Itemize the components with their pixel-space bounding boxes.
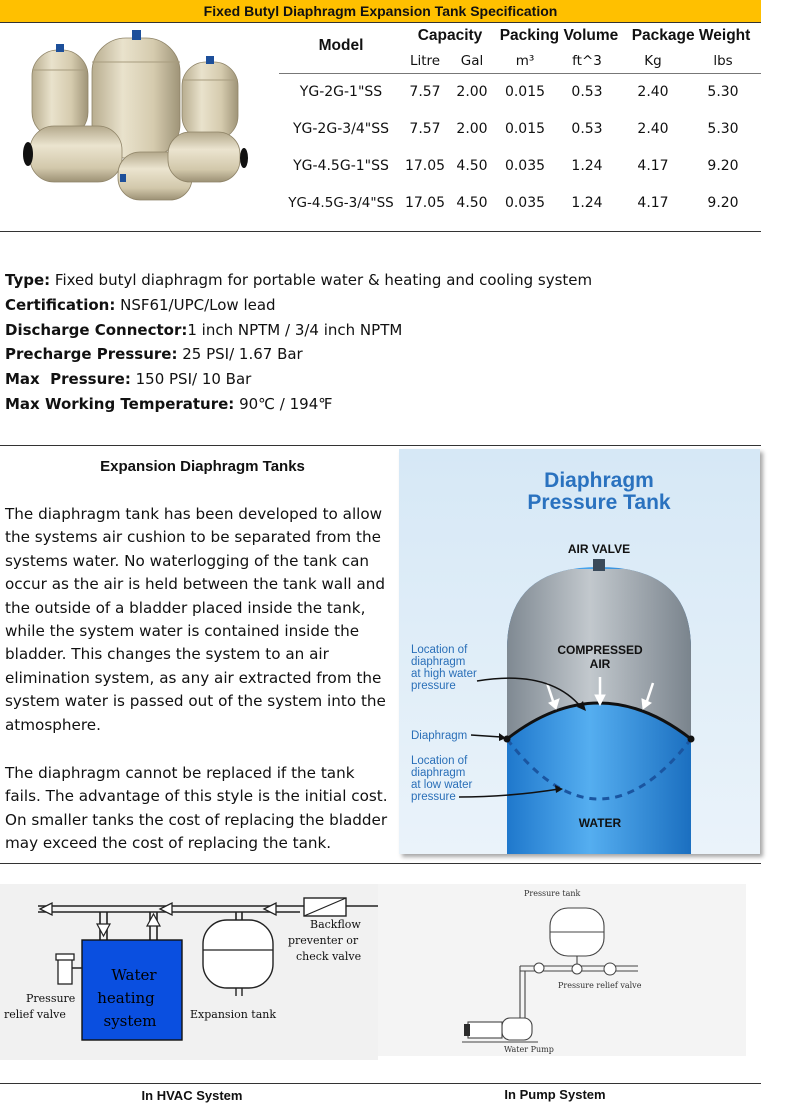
unit-cell: m³ <box>515 52 535 69</box>
spec-certification: Certification: NSF61/UPC/Low lead <box>5 295 276 314</box>
model-cell: YG-4.5G-3/4"SS <box>288 194 394 211</box>
table-cell: 4.50 <box>456 194 488 211</box>
spec-max-pressure: Max Pressure: 150 PSI/ 10 Bar <box>5 370 252 389</box>
low-pressure-label-3: at low water <box>411 779 473 791</box>
relief-label-1: Pressure <box>26 992 76 1005</box>
spec-type: Type: Fixed butyl diaphragm for portable water & heating and cooling system <box>5 271 593 289</box>
pump-system-schematic <box>378 884 746 1060</box>
hvac-caption: In HVAC System <box>141 1088 243 1103</box>
low-pressure-label-2: diaphragm <box>411 767 466 779</box>
boiler-label-3: system <box>103 1012 157 1030</box>
table-cell: 2.00 <box>456 83 488 100</box>
table-cell: 1.24 <box>571 194 603 211</box>
air-valve-label: AIR VALVE <box>567 542 631 556</box>
expansion-tank-shape <box>203 920 273 988</box>
pressure-relief-label: Pressure relief valve <box>558 981 642 990</box>
table-cell: 5.30 <box>707 83 739 100</box>
low-pressure-label-4: pressure <box>411 791 456 803</box>
table-row <box>279 184 761 221</box>
table-cell: 4.17 <box>637 157 669 174</box>
spec-table <box>279 24 761 221</box>
table-cell: 9.20 <box>707 157 739 174</box>
table-cell: 4.17 <box>637 194 669 211</box>
header-packing-volume: Packing Volume <box>499 27 619 44</box>
header-capacity: Capacity <box>417 27 483 44</box>
high-pressure-label-3: at high water <box>411 668 477 680</box>
relief-label-2: relief valve <box>4 1008 66 1021</box>
table-header-rule <box>279 73 761 74</box>
divider <box>0 1083 761 1084</box>
table-cell: 1.24 <box>571 157 603 174</box>
water-label: WATER <box>578 816 622 830</box>
backflow-label-2: preventer or <box>288 934 359 947</box>
expansion-paragraph-2: The diaphragm cannot be replaced if the tank fails. The advantage of this style is the initial cost. On smaller tanks the cost of replacing the bladder may exceed the cost of replacing the tank. <box>5 764 388 853</box>
table-cell: 7.57 <box>409 120 441 137</box>
model-cell: YG-2G-3/4"SS <box>292 120 389 137</box>
unit-cell: Gal <box>460 52 484 69</box>
spec-list <box>5 268 765 417</box>
diagram-title-line2: Pressure Tank <box>527 491 671 514</box>
expansion-tanks-photo <box>18 28 263 203</box>
spec-discharge-connector: Discharge Connector:1 inch NPTM / 3/4 inch NPTM <box>5 320 403 339</box>
table-cell: 0.53 <box>571 120 603 137</box>
high-pressure-label-2: diaphragm <box>411 656 466 668</box>
backflow-label-3: check valve <box>296 950 362 963</box>
spec-banner-title: Fixed Butyl Diaphragm Expansion Tank Specification <box>0 0 761 22</box>
table-cell: 0.015 <box>504 120 546 137</box>
diagram-title-line1: Diaphragm <box>544 469 654 492</box>
table-cell: 2.40 <box>637 120 669 137</box>
spec-max-temperature: Max Working Temperature: 90℃ / 194℉ <box>5 394 333 413</box>
divider <box>0 863 761 864</box>
diaphragm-tank-diagram <box>399 449 760 854</box>
water-pump-label: Water Pump <box>504 1045 554 1054</box>
unit-cell: Kg <box>644 52 662 69</box>
hvac-system-schematic <box>0 884 378 1060</box>
compressed-air-label-2: AIR <box>589 657 611 671</box>
header-package-weight: Package Weight <box>631 27 751 44</box>
low-pressure-label-1: Location of <box>411 755 468 767</box>
divider <box>0 22 761 23</box>
divider <box>0 445 761 446</box>
table-cell: 2.00 <box>456 120 488 137</box>
model-cell: YG-4.5G-1"SS <box>293 157 389 174</box>
high-pressure-label-1: Location of <box>411 644 468 656</box>
table-row <box>279 110 761 147</box>
unit-cell: lbs <box>713 52 733 69</box>
table-cell: 2.40 <box>637 83 669 100</box>
pressure-tank-label: Pressure tank <box>524 889 581 898</box>
spec-precharge-pressure: Precharge Pressure: 25 PSI/ 1.67 Bar <box>5 345 303 364</box>
divider <box>0 231 761 232</box>
table-cell: 4.50 <box>456 157 488 174</box>
table-row <box>279 73 761 110</box>
table-cell: 17.05 <box>404 157 446 174</box>
table-cell: 0.53 <box>571 83 603 100</box>
expansion-title: Expansion Diaphragm Tanks <box>100 458 305 475</box>
table-row <box>279 147 761 184</box>
expansion-tank-label: Expansion tank <box>190 1008 277 1021</box>
expansion-paragraph-1: The diaphragm tank has been developed to allow the systems air cushion to be separated from the systems water. No waterlogging of the tank can occur as the air is held between the tank wall and the outside of a bladder placed inside the tank, while the system water is contained inside the bladder. This changes the system to an air elimination system, as any air extracted from the system water is passed out of the system into the atmosphere. <box>5 505 386 734</box>
table-cell: 0.015 <box>504 83 546 100</box>
header-model: Model <box>318 37 364 54</box>
table-cell: 17.05 <box>404 194 446 211</box>
boiler-label-2: heating <box>97 989 155 1007</box>
model-cell: YG-2G-1"SS <box>299 83 383 100</box>
backflow-label-1: Backflow <box>310 918 361 931</box>
unit-cell: ft^3 <box>572 52 602 69</box>
compressed-air-label-1: COMPRESSED <box>557 643 643 657</box>
table-cell: 5.30 <box>707 120 739 137</box>
table-cell: 7.57 <box>409 83 441 100</box>
table-cell: 0.035 <box>504 157 546 174</box>
high-pressure-label-4: pressure <box>411 680 456 692</box>
table-cell: 9.20 <box>707 194 739 211</box>
pump-caption: In Pump System <box>504 1087 606 1102</box>
diaphragm-tank-illustration <box>399 449 760 854</box>
boiler-label-1: Water <box>111 966 157 984</box>
unit-cell: Litre <box>409 52 441 69</box>
diaphragm-label: Diaphragm <box>411 730 468 742</box>
table-cell: 0.035 <box>504 194 546 211</box>
